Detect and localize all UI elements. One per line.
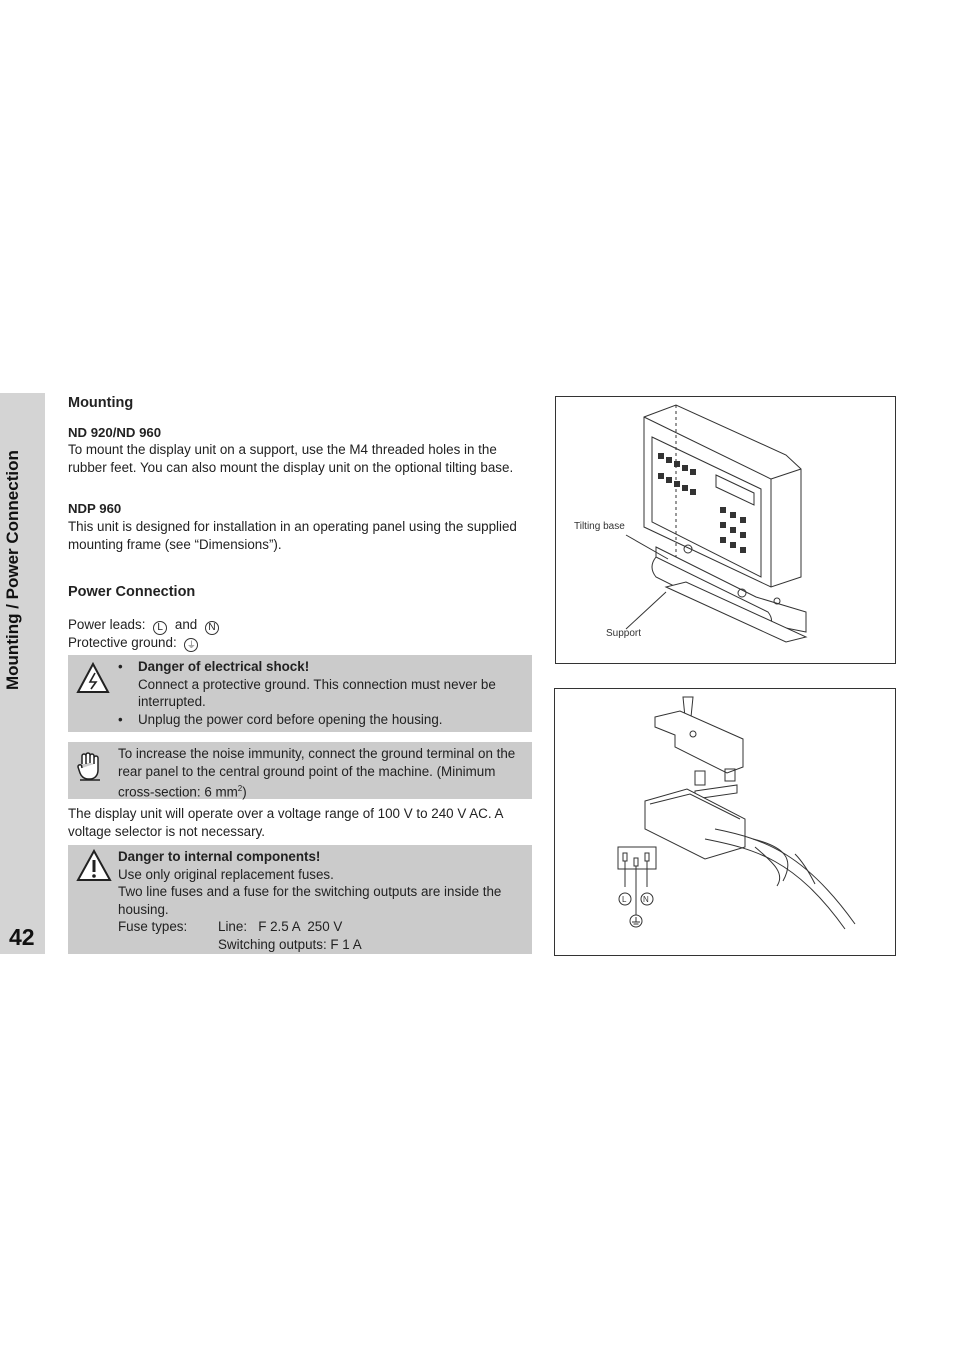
- power-leads-label: Power leads:: [68, 617, 146, 632]
- ndp960-heading: NDP 960: [68, 501, 122, 516]
- exclamation-warning-icon: [76, 849, 112, 883]
- power-connector-illustration: [555, 689, 895, 955]
- noise-sup: 2: [237, 784, 243, 793]
- shock-text: Connect a protective ground. This connection must never be interrupted.: [138, 676, 496, 709]
- ndp960-text: This unit is designed for installation in an operating panel using the supplied mounting frame (see “Dimensions”).: [68, 519, 517, 552]
- voltage-text: The display unit will operate over a voltage range of 100 V to 240 V AC. A voltage selector is not necessary.: [68, 806, 503, 839]
- protective-ground: [68, 634, 528, 652]
- mounting-figure: [555, 396, 896, 664]
- lightning-warning-icon: [76, 661, 110, 695]
- nd920-text: To mount the display unit on a support, use the M4 threaded holes in the rubber feet. You can also mount the display unit on the optional tilting base.: [68, 442, 514, 475]
- ground-label: Protective ground:: [68, 635, 177, 650]
- noise-note-text: [118, 745, 523, 801]
- internal-line2: Two line fuses and a fuse for the switching outputs are inside the housing.: [118, 884, 502, 917]
- noise-text: To increase the noise immunity, connect the ground terminal on the rear panel to the central ground point of the machine. (Minimum cross-section: 6 mm: [118, 746, 516, 800]
- shock-warning-box: [68, 655, 532, 732]
- power-leads: [68, 616, 528, 635]
- label-support: Support: [606, 628, 642, 639]
- and-text: and: [174, 617, 198, 632]
- connector-ground-icon: [632, 917, 640, 924]
- shock-bullet-2: • Unplug the power cord before opening the housing.: [118, 711, 523, 729]
- ground-icon: ⏚: [184, 638, 198, 652]
- noise-note-box: [68, 742, 532, 799]
- noise-end: ): [242, 784, 247, 800]
- mounting-heading: Mounting: [68, 395, 134, 411]
- internal-title: Danger to internal components!: [118, 849, 321, 864]
- power-heading: Power Connection: [68, 584, 196, 600]
- internal-warning-text: [118, 848, 523, 953]
- shock-title: Danger of electrical shock!: [138, 659, 310, 674]
- label-tilting-base: Tilting base: [574, 521, 625, 532]
- connector-label-L: L: [622, 895, 627, 904]
- pointing-hand-icon: [76, 752, 104, 784]
- page-number: 42: [9, 924, 35, 950]
- connector-figure: [554, 688, 896, 956]
- connector-label-N: N: [643, 895, 649, 904]
- line-symbol: L: [153, 621, 167, 635]
- shock-warning-text: [118, 658, 523, 728]
- nd920-heading: ND 920/ND 960: [68, 425, 162, 440]
- neutral-symbol: N: [205, 621, 219, 635]
- fuse-switch: Switching outputs: F 1 A: [218, 936, 362, 952]
- internal-warning-box: [68, 845, 532, 954]
- fuse-label: Fuse types:: [118, 919, 188, 934]
- internal-line1: Use only original replacement fuses.: [118, 866, 334, 882]
- sidebar-title: Mounting / Power Connection: [3, 450, 22, 690]
- fuse-line: Line: F 2.5 A 250 V: [218, 919, 343, 934]
